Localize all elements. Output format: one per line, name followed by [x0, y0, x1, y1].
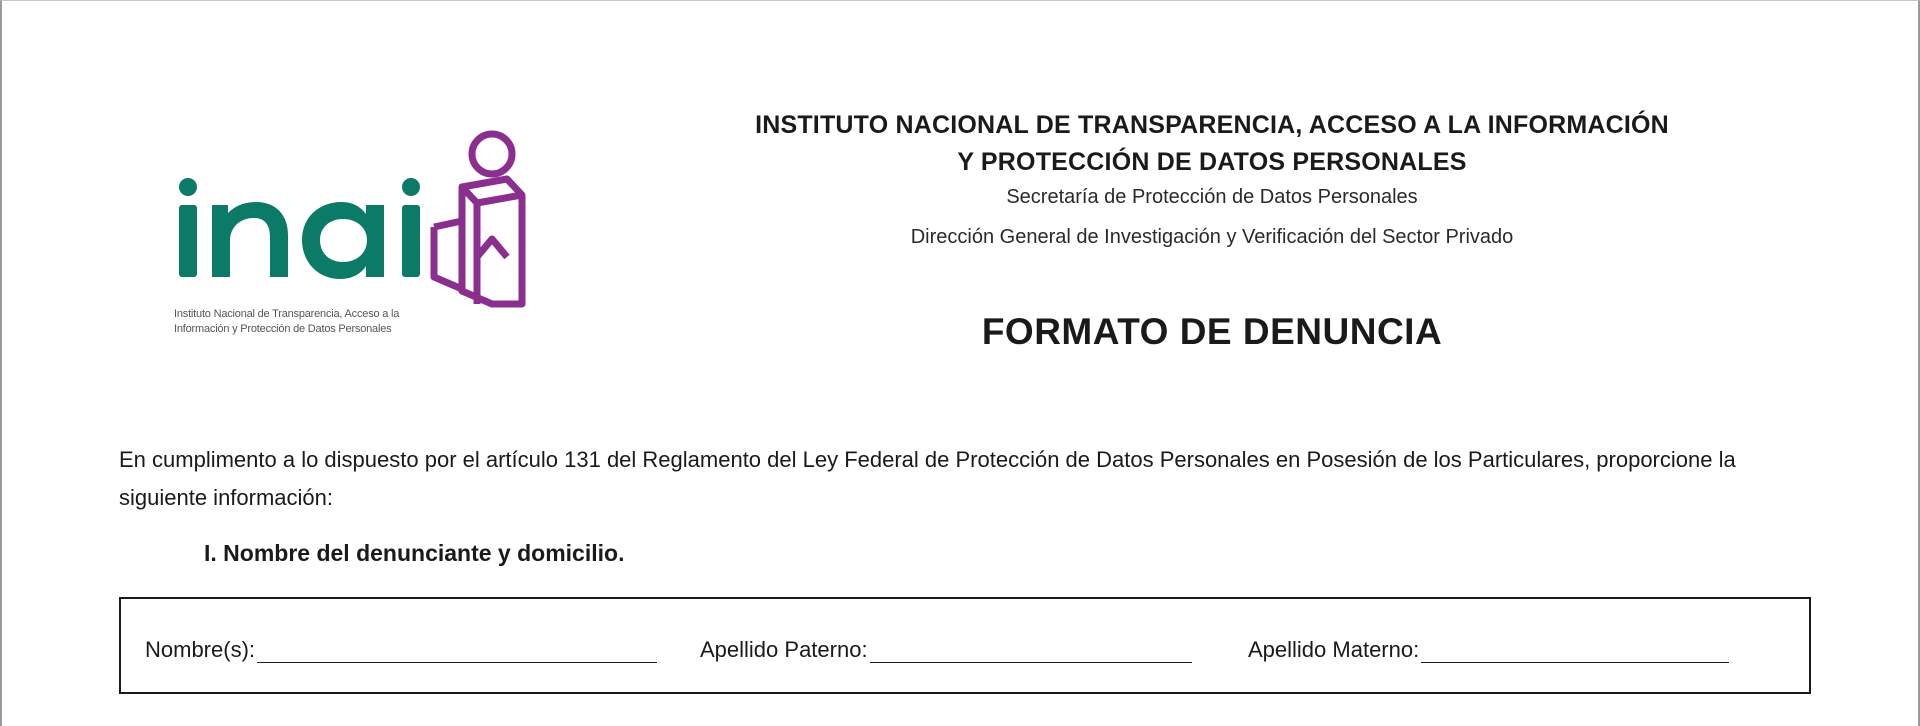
nombre-input-line[interactable] — [257, 642, 657, 663]
apellido-materno-field — [1248, 637, 1729, 663]
name-fields-box — [119, 597, 1811, 694]
section-1-title: I. Nombre del denunciante y domicilio. — [204, 540, 625, 566]
inai-logo-graphic — [172, 129, 542, 309]
apellido-materno-label: Apellido Materno: — [1248, 637, 1420, 662]
directorate-name: Dirección General de Investigación y Verificación del Sector Privado — [910, 226, 1514, 248]
secretariat-name: Secretaría de Protección de Datos Personales — [1006, 186, 1418, 208]
person-ballot-box-icon — [434, 134, 522, 304]
inai-logo — [172, 129, 542, 359]
apellido-paterno-label: Apellido Paterno: — [700, 637, 868, 662]
apellido-paterno-field — [700, 637, 1192, 663]
nombre-field — [145, 637, 657, 663]
institute-name-line2: Y PROTECCIÓN DE DATOS PERSONALES — [957, 148, 1467, 176]
nombre-label: Nombre(s): — [145, 637, 256, 662]
inai-wordmark-mark — [179, 178, 420, 279]
form-title: FORMATO DE DENUNCIA — [981, 311, 1443, 352]
logo-caption-line1: Instituto Nacional de Transparencia, Acceso a la — [174, 308, 400, 320]
logo-caption — [174, 307, 534, 337]
logo-caption-line2: Información y Protección de Datos Personales — [174, 323, 392, 335]
apellido-paterno-input-line[interactable] — [870, 642, 1192, 663]
intro-paragraph: En cumplimento a lo dispuesto por el artículo 131 del Reglamento del Ley Federal de Protección de Datos Personales en Posesión de los Particulares, proporcione la siguiente información: — [119, 447, 1736, 510]
institute-name-line1: INSTITUTO NACIONAL DE TRANSPARENCIA, ACCESO A LA INFORMACIÓN — [755, 111, 1669, 139]
apellido-materno-input-line[interactable] — [1421, 642, 1729, 663]
